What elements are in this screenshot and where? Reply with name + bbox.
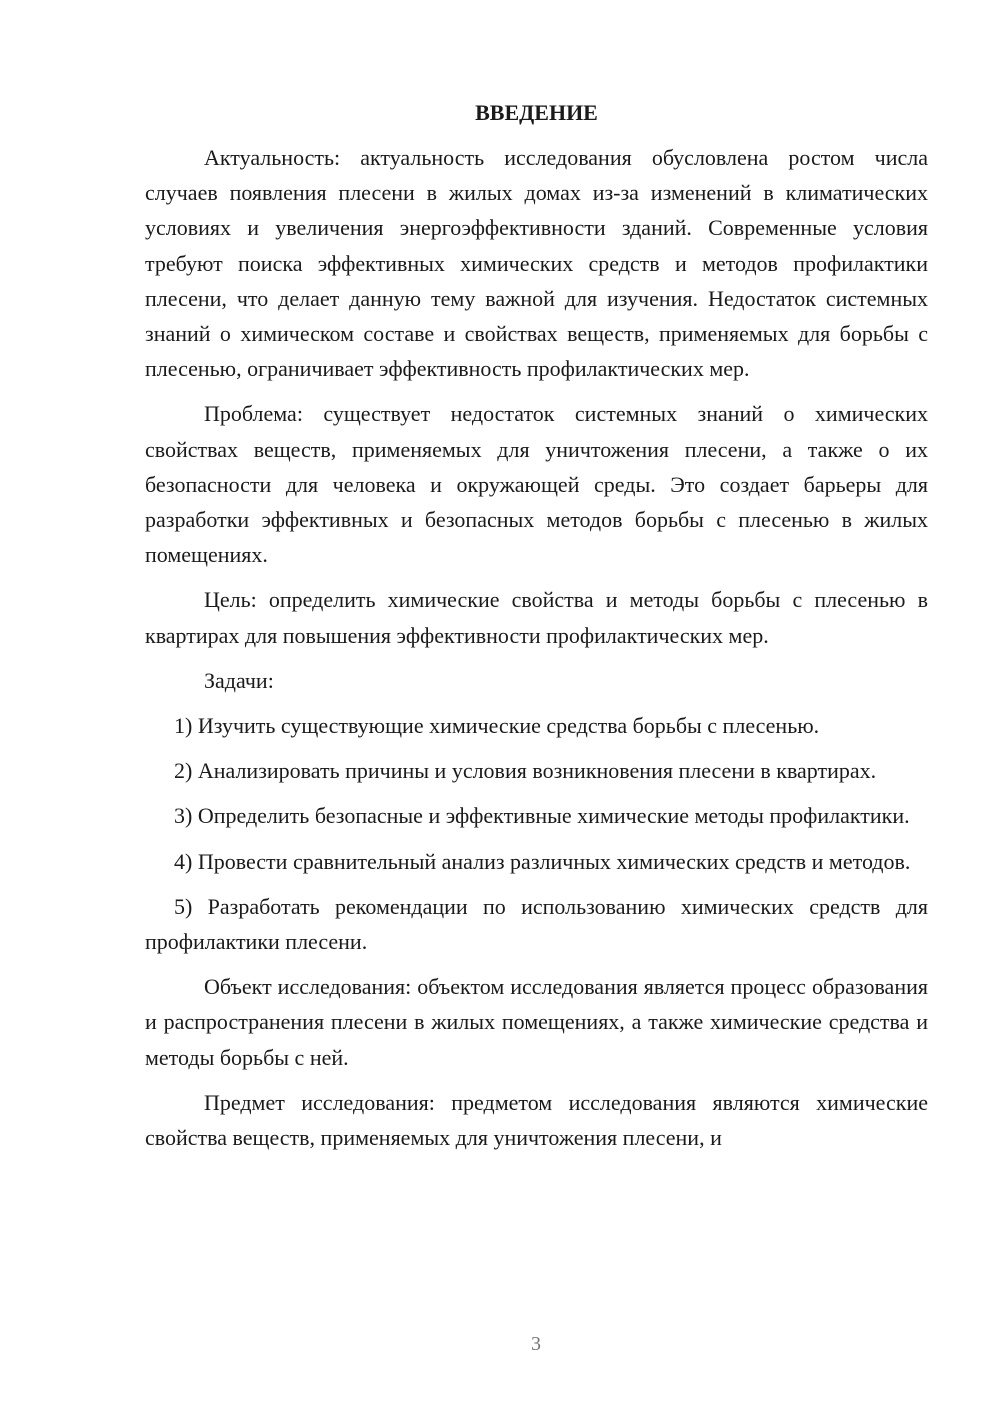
page-content	[145, 95, 928, 1165]
tasks-heading: Задачи:	[204, 667, 274, 693]
relevance-paragraph: Актуальность: актуальность исследования обусловлена ростом числа случаев появления плесени в жилых домах из-за изменений в климатических условиях и увеличения энергоэффективности зданий. Современные условия требуют поиска эффективных химических средств и методов профилактики плесени, что делает данную тему важной для изучения. Недостаток системных знаний о химическом составе и свойствах веществ, применяемых для борьбы с плесенью, ограничивает эффективность профилактических мер.	[145, 145, 928, 382]
task-item-4: 4) Провести сравнительный анализ различных химических средств и методов.	[174, 848, 911, 874]
page-number: 3	[531, 1333, 541, 1355]
subject-paragraph: Предмет исследования: предметом исследования являются химические свойства веществ, применяемых для уничтожения плесени, и	[145, 1089, 928, 1151]
page-title: ВВЕДЕНИЕ	[475, 100, 598, 125]
task-item-5: 5) Разработать рекомендации по использованию химических средств для профилактики плесени.	[145, 893, 928, 955]
task-item-2: 2) Анализировать причины и условия возникновения плесени в квартирах.	[174, 758, 877, 784]
task-item-3: 3) Определить безопасные и эффективные химические методы профилактики.	[174, 803, 910, 829]
problem-paragraph: Проблема: существует недостаток системных знаний о химических свойствах веществ, применяемых для уничтожения плесени, а также о их безопасности для человека и окружающей среды. Это создает барьеры для разработки эффективных и безопасных методов борьбы с плесенью в жилых помещениях.	[145, 401, 928, 568]
task-item-1: 1) Изучить существующие химические средства борьбы с плесенью.	[174, 713, 820, 739]
object-paragraph: Объект исследования: объектом исследования является процесс образования и распространения плесени в жилых помещениях, а также химические средства и методы борьбы с ней.	[145, 974, 928, 1070]
goal-paragraph: Цель: определить химические свойства и методы борьбы с плесенью в квартирах для повышения эффективности профилактических мер.	[145, 587, 928, 648]
